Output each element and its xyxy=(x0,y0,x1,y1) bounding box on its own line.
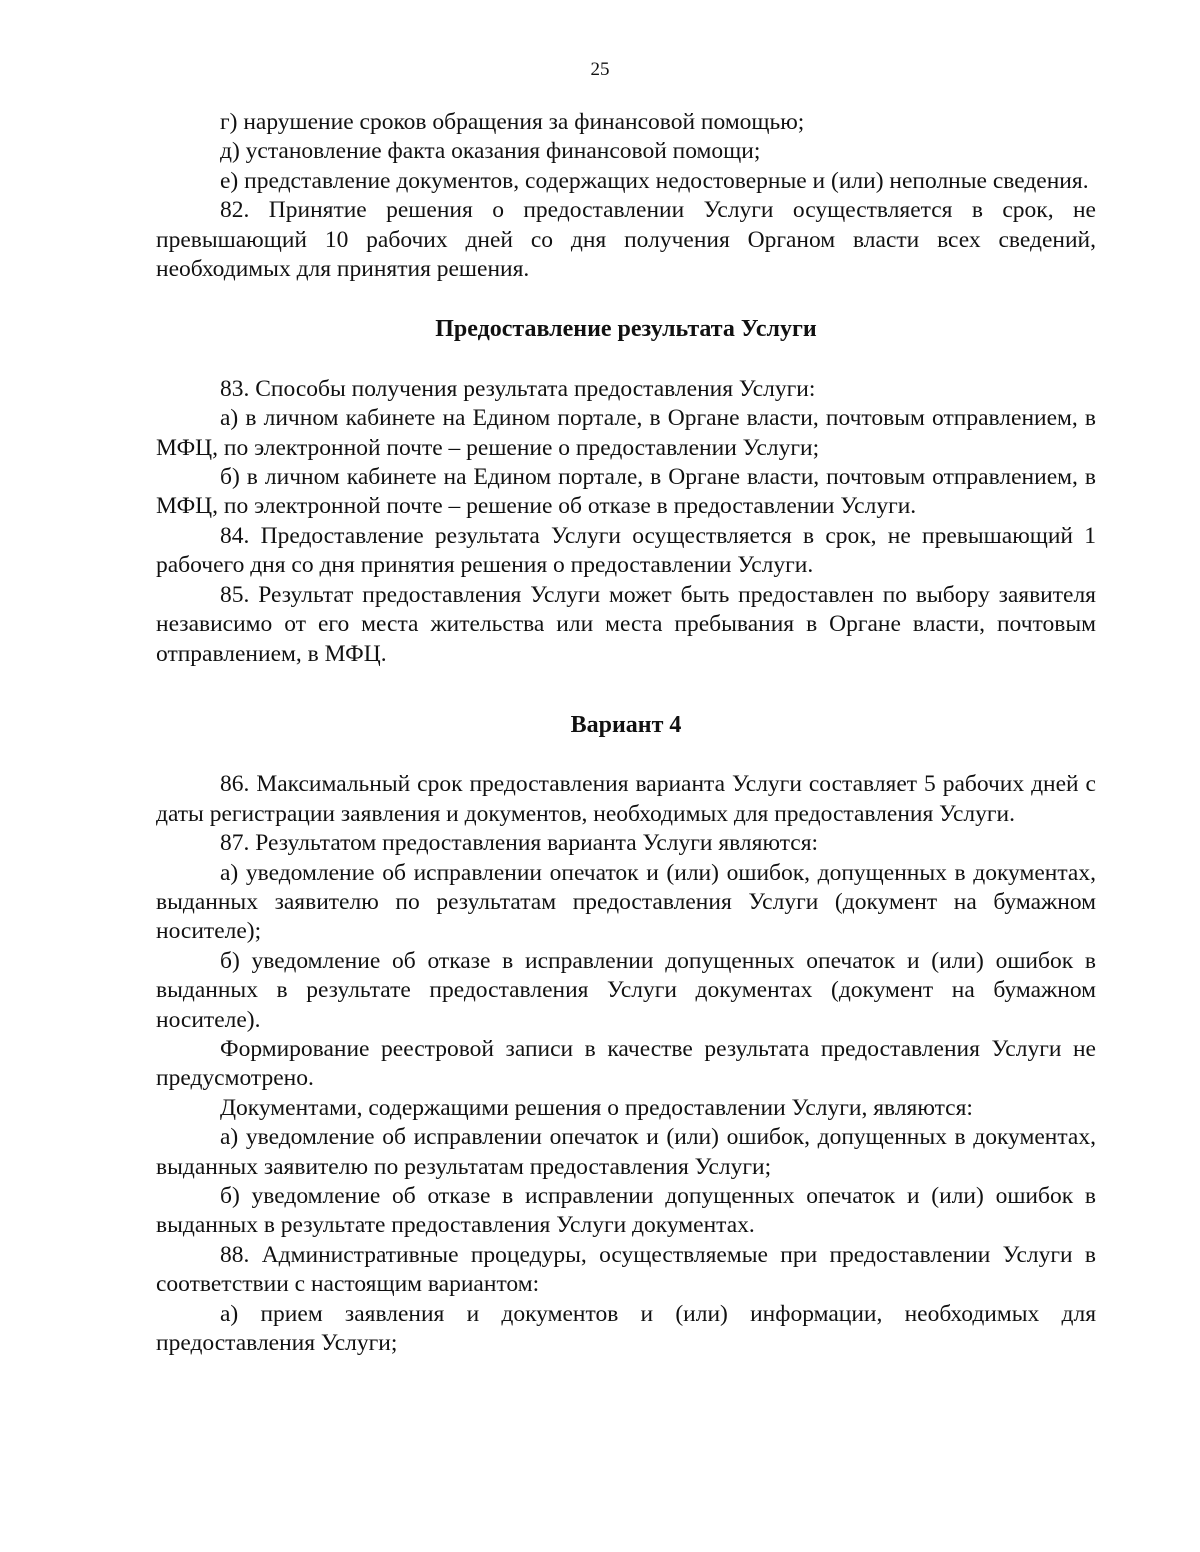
paragraph: 85. Результат предоставления Услуги может быть предоставлен по выбору заявителя независимо от его места жительства или места пребывания в Органе власти, почтовым отправлением, в МФЦ. xyxy=(156,581,1096,667)
paragraph: 87. Результатом предоставления варианта Услуги являются: xyxy=(220,830,819,857)
paragraph: а) уведомление об исправлении опечаток и (или) ошибок, допущенных в документах, выданных заявителю по результатам предоставления Услуги (документ на бумажном носителе); xyxy=(156,859,1096,945)
section-heading-variant: Вариант 4 xyxy=(570,711,682,738)
paragraph: 86. Максимальный срок предоставления варианта Услуги составляет 5 рабочих дней с даты регистрации заявления и документов, необходимых для предоставления Услуги. xyxy=(156,771,1096,827)
paragraph: б) уведомление об отказе в исправлении допущенных опечаток и (или) ошибок в выданных в результате предоставления Услуги документах (документ на бумажном носителе). xyxy=(156,947,1096,1033)
paragraph: 84. Предоставление результата Услуги осуществляется в срок, не превышающий 1 рабочего дня со дня принятия решения о предоставлении Услуги. xyxy=(156,522,1096,579)
page-number: 25 xyxy=(590,59,610,80)
paragraph: Документами, содержащими решения о предоставлении Услуги, являются: xyxy=(220,1094,973,1121)
paragraph: б) в личном кабинете на Едином портале, в Органе власти, почтовым отправлением, в МФЦ, по электронной почте – решение об отказе в предоставлении Услуги. xyxy=(156,464,1096,520)
paragraph: б) уведомление об отказе в исправлении допущенных опечаток и (или) ошибок в выданных в результате предоставления Услуги документах. xyxy=(156,1183,1096,1239)
paragraph: 88. Административные процедуры, осуществляемые при предоставлении Услуги в соответствии с настоящим вариантом: xyxy=(156,1241,1096,1298)
paragraph: е) представление документов, содержащих недостоверные и (или) неполные сведения. xyxy=(220,167,1089,194)
paragraph: Формирование реестровой записи в качестве результата предоставления Услуги не предусмотрено. xyxy=(156,1035,1096,1092)
section-heading-result: Предоставление результата Услуги xyxy=(435,316,817,343)
paragraph: а) в личном кабинете на Едином портале, в Органе власти, почтовым отправлением, в МФЦ, по электронной почте – решение о предоставлении Услуги; xyxy=(156,405,1096,461)
document-body xyxy=(156,108,1096,1358)
paragraph: 82. Принятие решения о предоставлении Услуги осуществляется в срок, не превышающий 10 рабочих дней со дня получения Органом власти всех сведений, необходимых для принятия решения. xyxy=(156,197,1096,283)
paragraph: 83. Способы получения результата предоставления Услуги: xyxy=(220,375,816,402)
paragraph: а) прием заявления и документов и (или) информации, необходимых для предоставления Услуги; xyxy=(156,1300,1096,1357)
paragraph: д) установление факта оказания финансовой помощи; xyxy=(220,138,761,165)
paragraph: а) уведомление об исправлении опечаток и (или) ошибок, допущенных в документах, выданных заявителю по результатам предоставления Услуги; xyxy=(156,1124,1096,1180)
paragraph: г) нарушение сроков обращения за финансовой помощью; xyxy=(220,109,805,135)
